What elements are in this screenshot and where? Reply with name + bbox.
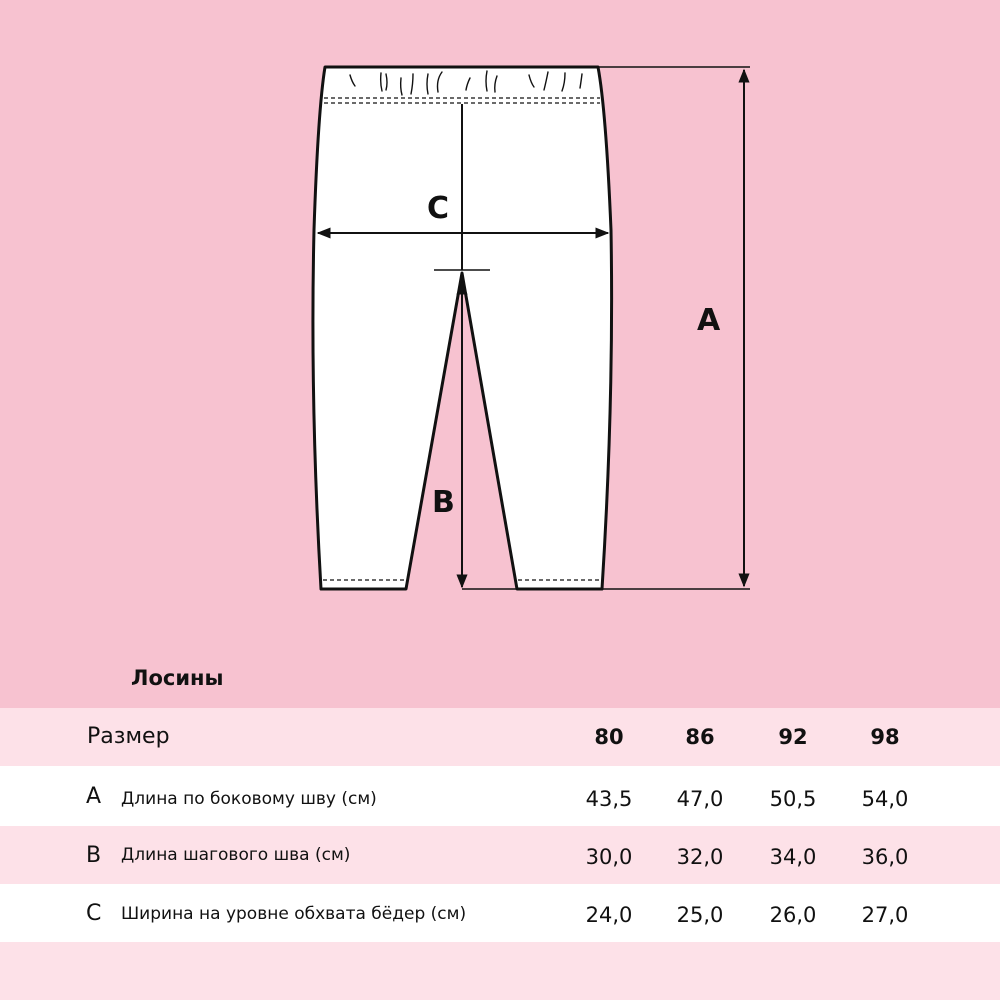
row-letter: C — [86, 901, 102, 926]
row-value: 54,0 — [861, 787, 909, 811]
table-row — [0, 826, 1000, 884]
dimension-c-label: C — [427, 191, 450, 226]
dimension-b-label: B — [432, 485, 455, 520]
bottom-band — [0, 942, 1000, 1000]
size-header-label: Размер — [87, 724, 170, 749]
row-value: 36,0 — [861, 845, 909, 869]
row-value: 47,0 — [676, 787, 724, 811]
product-title: Лосины — [131, 666, 224, 690]
table-row — [0, 766, 1000, 826]
row-value: 26,0 — [769, 903, 817, 927]
dimension-a-label: A — [697, 303, 721, 338]
row-value: 32,0 — [676, 845, 724, 869]
row-value: 27,0 — [861, 903, 909, 927]
row-value: 24,0 — [585, 903, 633, 927]
row-value: 25,0 — [676, 903, 724, 927]
size-86: 86 — [685, 725, 715, 749]
row-value: 50,5 — [769, 787, 817, 811]
table-row — [0, 884, 1000, 942]
row-letter: B — [86, 843, 102, 868]
row-letter: A — [86, 784, 102, 809]
row-description: Длина шагового шва (см) — [121, 845, 351, 865]
row-value: 30,0 — [585, 845, 633, 869]
row-value: 34,0 — [769, 845, 817, 869]
row-description: Ширина на уровне обхвата бёдер (см) — [121, 904, 467, 924]
row-description: Длина по боковому шву (см) — [121, 789, 377, 809]
row-value: 43,5 — [585, 787, 633, 811]
size-92: 92 — [778, 725, 808, 749]
size-80: 80 — [594, 725, 624, 749]
size-98: 98 — [870, 725, 900, 749]
table-header-row — [0, 708, 1000, 766]
